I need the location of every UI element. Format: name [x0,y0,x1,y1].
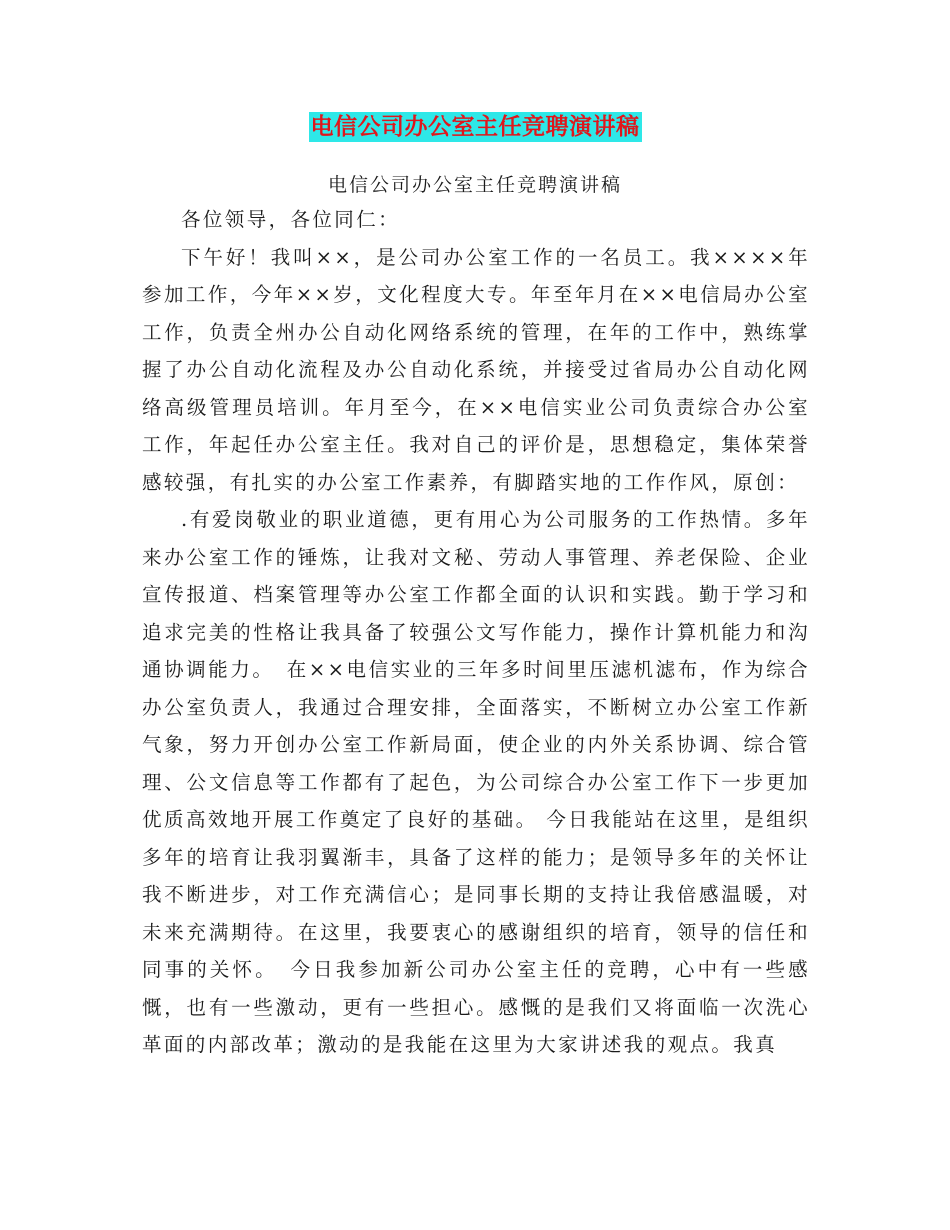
paragraph-introduction: 下午好！我叫××，是公司办公室工作的一名员工。我××××年参加工作，今年××岁，文化程度大专。年至年月在××电信局办公室工作，负责全州办公自动化网络系统的管理，在年的工作中，熟练掌握了办公自动化流程及办公自动化系统，并接受过省局办公自动化网络高级管理员培训。年月至今，在××电信实业公司负责综合办公室工作，年起任办公室主任。我对自己的评价是，思想稳定，集体荣誉感较强，有扎实的办公室工作素养，有脚踏实地的工作作风，原创： [142,245,810,494]
paragraph-greeting: 各位领导，各位同仁： [181,208,401,231]
paragraph-qualifications: .有爱岗敬业的职业道德，更有用心为公司服务的工作热情。多年来办公室工作的锤炼，让我对文秘、劳动人事管理、养老保险、企业宣传报道、档案管理等办公室工作都全面的认识和实践。勤于学习和追求完美的性格让我具备了较强公文写作能力，操作计算机能力和沟通协调能力。 在××电信实业的三年多时间里压滤机滤布，作为综合办公室负责人，我通过合理安排，全面落实，不断树立办公室工作新气象，努力开创办公室工作新局面，使企业的内外关系协调、综合管理、公文信息等工作都有了起色，为公司综合办公室工作下一步更加优质高效地开展工作奠定了良好的基础。 今日我能站在这里，是组织多年的培育让我羽翼渐丰，具备了这样的能力；是领导多年的关怀让我不断进步，对工作充满信心；是同事长期的支持让我倍感温暖，对未来充满期待。在这里，我要衷心的感谢组织的培育，领导的信任和同事的关怀。 今日我参加新公司办公室主任的竞聘，心中有一些感慨，也有一些激动，更有一些担心。感慨的是我们又将面临一次洗心革面的内部改革；激动的是我能在这里为大家讲述我的观点。我真 [142,508,810,1056]
title-container [0,112,950,142]
document-subtitle: 电信公司办公室主任竞聘演讲稿 [327,174,622,196]
document-body [142,201,810,1064]
document-title: 电信公司办公室主任竞聘演讲稿 [310,114,640,140]
